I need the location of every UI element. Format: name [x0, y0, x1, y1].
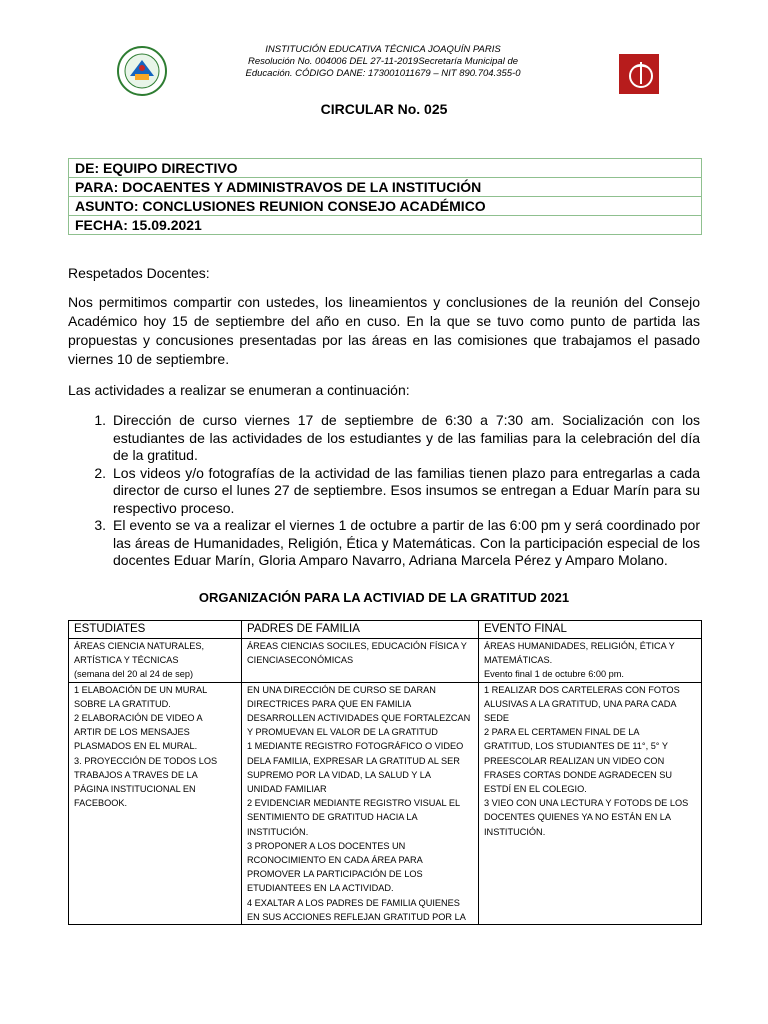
cell-line: ÁREAS CIENCIA NATURALES, — [74, 641, 205, 651]
cell-line: 3 VIEO CON UNA LECTURA Y FOTODS DE LOS — [484, 798, 689, 809]
table-row-areas — [69, 639, 702, 683]
cell-line: DELA FAMILIA, EXPRESAR LA GRATITUD AL SER — [247, 755, 460, 766]
list-item-text: Dirección de curso viernes 17 de septiembre de 6:30 a 7:30 am. Socialización con los estudiantes de las actividades de los estudiantes y de las familias para la celebración del día de la gratitud. — [113, 412, 700, 463]
cell-line: 3 PROPONER A LOS DOCENTES UN — [247, 840, 406, 851]
cell-line: DOCENTES QUIENES YA NO ESTÁN EN LA — [484, 812, 672, 823]
cell-line: ÁREAS CIENCIAS SOCILES, EDUCACIÓN FÍSICA Y — [247, 641, 467, 651]
cell-line: FACEBOOK. — [74, 798, 128, 809]
institution-seal-logo — [117, 46, 167, 96]
cell-line: 1 REALIZAR DOS CARTELERAS CON FOTOS — [484, 684, 680, 695]
cell-line: ETUDIANTEES EN LA ACTIVIDAD. — [247, 883, 394, 894]
cell-line: PREESCOLAR REALIZAN UN VIDEO CON — [484, 755, 665, 766]
header-resolution: Resolución No. 004006 DEL 27-11-2019Secretaría Municipal de — [247, 56, 519, 67]
header-dane-nit: Educación. CÓDIGO DANE: 173001011679 – NIT 890.704.355-0 — [245, 68, 521, 79]
list-item — [68, 517, 700, 570]
cell-line: 2 ELABORACIÓN DE VIDEO A — [74, 713, 203, 724]
list-item — [68, 412, 700, 465]
header-students: ESTUDIATES — [69, 621, 242, 639]
info-date: FECHA: 15.09.2021 — [75, 217, 202, 233]
header-institution-name: INSTITUCIÓN EDUCATIVA TÉCNICA JOAQUÍN PARIS — [265, 44, 501, 55]
cell-line: INSTITUCIÓN. — [484, 826, 546, 837]
cell-line: TRABAJOS A TRAVES DE LA — [74, 769, 198, 780]
organization-table — [68, 620, 702, 925]
cell-line: (semana del 20 al 24 de sep) — [74, 669, 194, 680]
cell-line: Y PROMUEVAN EL VALOR DE LA GRATITUD — [247, 727, 438, 738]
areas-final-event — [479, 639, 702, 683]
activities-students — [69, 682, 242, 924]
cell-line: UNIDAD FAMILIAR — [247, 784, 327, 795]
list-item-number: 1. — [94, 412, 106, 428]
cell-line: GRATITUD, LOS STUDIANTES DE 11°, 5° Y — [484, 741, 668, 752]
cell-line: 2 PARA EL CERTAMEN FINAL DE LA — [484, 727, 640, 738]
cell-line: MATEMÁTICAS. — [484, 655, 553, 666]
circular-title: CIRCULAR No. 025 — [320, 101, 448, 117]
activities-final-event — [479, 682, 702, 924]
cell-line: INSTITUCIÓN. — [247, 826, 309, 837]
cell-line: ALUSIVAS A LA GRATITUD, UNA PARA CADA — [484, 698, 677, 709]
areas-parents — [242, 639, 479, 683]
cell-line: 3. PROYECCIÓN DE TODOS LOS — [74, 755, 218, 766]
cell-line: RCONOCIMIENTO EN CADA ÁREA PARA — [247, 855, 423, 866]
cell-line: EN SUS ACCIONES REFLEJAN GRATITUD POR LA — [247, 911, 466, 922]
institution-emblem-logo — [619, 54, 659, 94]
list-item-text: El evento se va a realizar el viernes 1 de octubre a partir de las 6:00 pm y será coordinado por las áreas de Humanidades, Religión, Ética y Matemáticas. Con la participación especial de los docentes Eduar Marín, Gloria Amparo Navarro, Adriana Marcela Pérez y Amparo Molano. — [113, 517, 700, 568]
intro-paragraph: Nos permitimos compartir con ustedes, los lineamientos y conclusiones de la reunión del Consejo Académico hoy 15 de septiembre del año en cuso. En la que se tuvo como punto de partida las propuestas y concusiones presentadas por las áreas en las comisiones que trabajamos el pasado viernes 10 de septiembre. — [68, 294, 700, 367]
cell-line: 2 EVIDENCIAR MEDIANTE REGISTRO VISUAL EL — [247, 798, 461, 809]
cell-line: ARTIR DE LOS MENSAJES — [74, 727, 190, 738]
info-to: PARA: DOCAENTES Y ADMINISTRAVOS DE LA INSTITUCIÓN — [69, 178, 701, 197]
cell-line: Evento final 1 de octubre 6:00 pm. — [484, 669, 624, 680]
header-parents: PADRES DE FAMILIA — [242, 621, 479, 639]
cell-line: DIRECTRICES PARA QUE EN FAMILIA — [247, 698, 412, 709]
cell-line: ESTDÍ EN EL COLEGIO. — [484, 784, 587, 795]
circular-info-box — [68, 158, 702, 235]
cell-line: DESARROLLEN ACTIVIDADES QUE FORTALEZCAN — [247, 713, 471, 724]
info-from: DE: EQUIPO DIRECTIVO — [69, 159, 701, 178]
list-item-number: 2. — [94, 464, 106, 481]
activities-intro: Las actividades a realizar se enumeran a continuación: — [68, 382, 410, 398]
cell-line: ÁREAS HUMANIDADES, RELIGIÓN, ÉTICA Y — [484, 641, 675, 651]
greeting: Respetados Docentes: — [68, 265, 210, 281]
list-item — [68, 465, 700, 518]
cell-line: 4 EXALTAR A LOS PADRES DE FAMILIA QUIENES — [247, 897, 460, 908]
cell-line: FRASES CORTAS DONDE AGRADECEN SU — [484, 769, 673, 780]
cell-line: CIENCIASECONÓMICAS — [247, 655, 354, 666]
activities-list — [68, 412, 700, 570]
cell-line: PÁGINA INSTITUCIONAL EN — [74, 784, 196, 795]
cell-line: ARTÍSTICA Y TÉCNICAS — [74, 655, 179, 666]
list-item-text: Los videos y/o fotografías de la actividad de las familias tienen plazo para entregarlas a cada director de curso el lunes 27 de septiembre. Esos insumos se entregan a Eduar Marín para su respectivo proceso. — [113, 464, 700, 516]
cell-line: SEDE — [484, 713, 510, 724]
cell-line: EN UNA DIRECCIÓN DE CURSO SE DARAN — [247, 684, 436, 695]
header-final-event: EVENTO FINAL — [479, 621, 702, 639]
table-row-activities — [69, 682, 702, 924]
areas-students — [69, 639, 242, 683]
activities-parents — [242, 682, 479, 924]
list-item-number: 3. — [94, 517, 106, 533]
table-header-row — [69, 621, 702, 639]
cell-line: SENTIMIENTO DE GRATITUD HACIA LA — [247, 812, 418, 823]
cell-line: 1 ELABOACIÓN DE UN MURAL — [74, 684, 208, 695]
cell-line: SUPREMO POR LA VIDAD, LA SALUD Y LA — [247, 769, 431, 780]
cell-line: PLASMADOS EN EL MURAL. — [74, 741, 198, 752]
organization-title: ORGANIZACIÓN PARA LA ACTIVIAD DE LA GRATITUD 2021 — [198, 590, 570, 605]
cell-line: PROMOVER LA PARTICIPACIÓN DE LOS — [247, 869, 423, 880]
cell-line: SOBRE LA GRATITUD. — [74, 698, 171, 709]
info-subject: ASUNTO: CONCLUSIONES REUNION CONSEJO ACADÉMICO — [69, 197, 701, 216]
cell-line: 1 MEDIANTE REGISTRO FOTOGRÁFICO O VIDEO — [247, 741, 464, 752]
